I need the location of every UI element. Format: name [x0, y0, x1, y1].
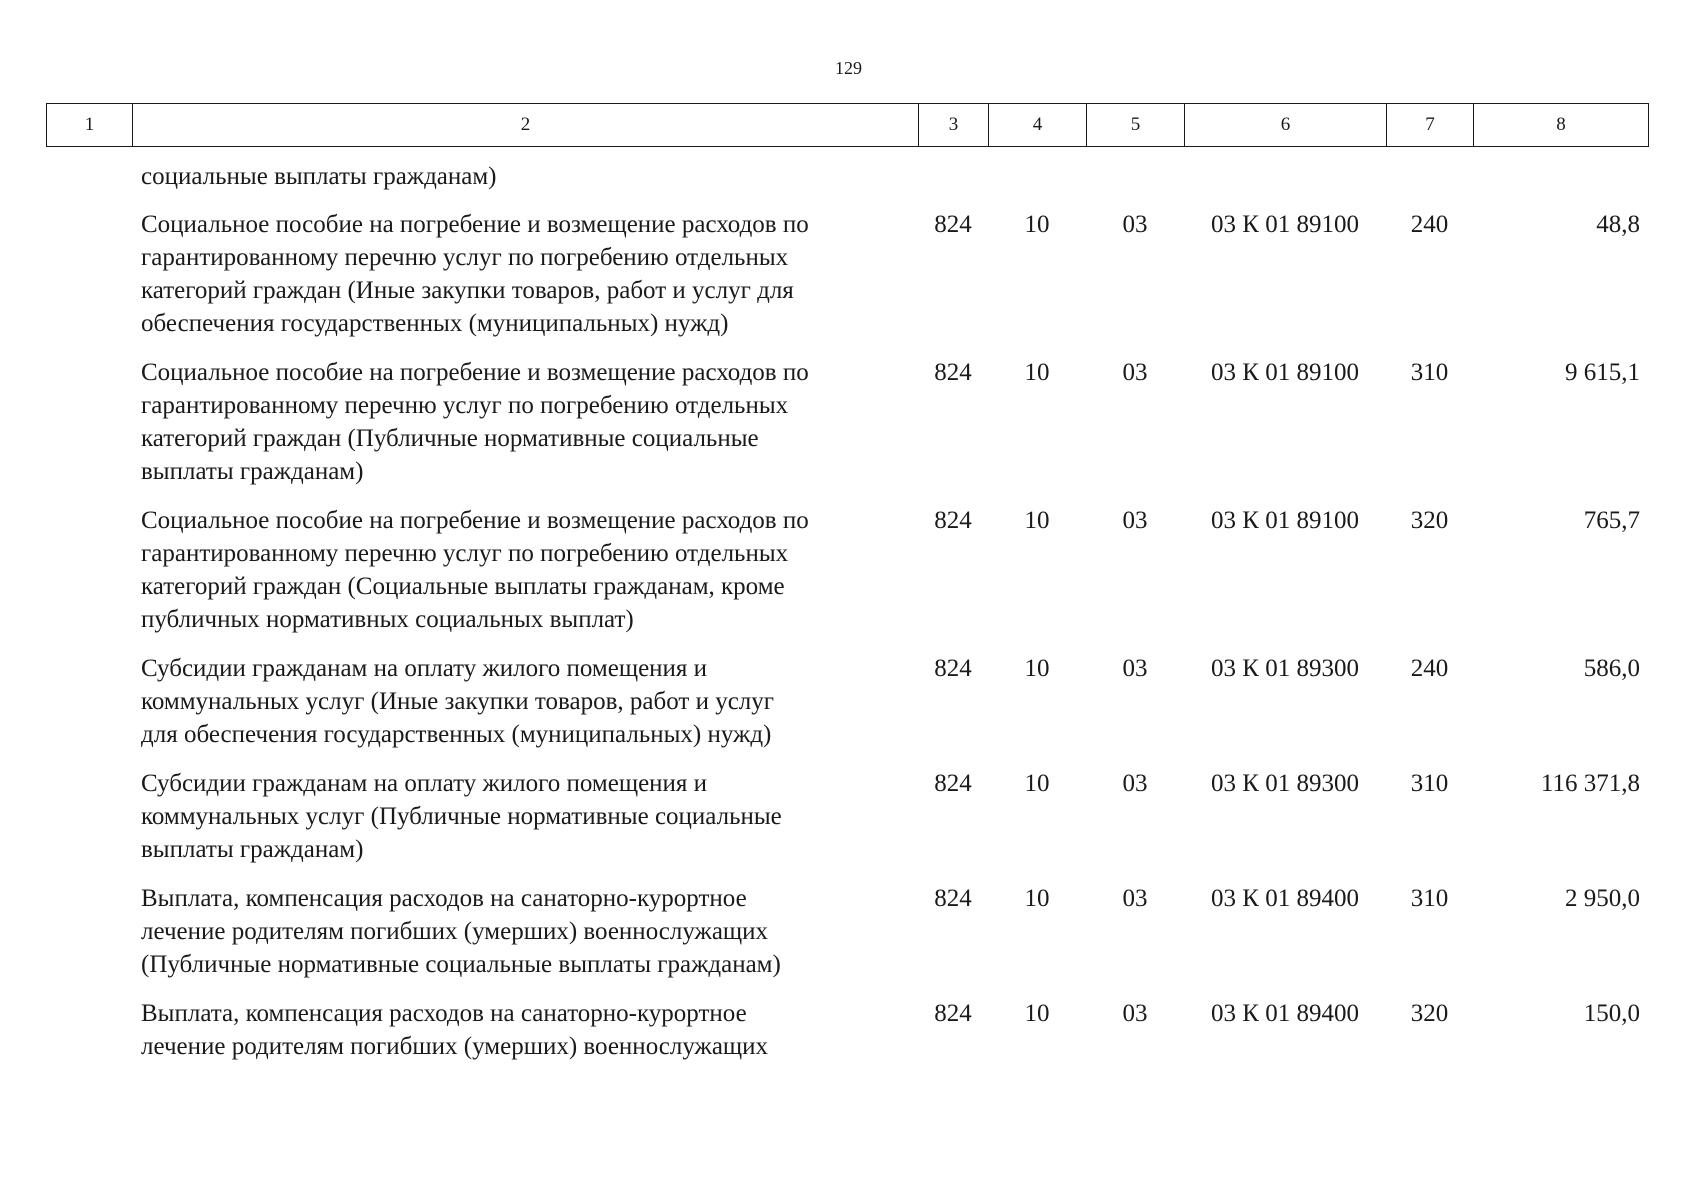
expense-type-code: 320	[1410, 1000, 1449, 1027]
description-line: категорий граждан (Иные закупки товаров, работ и услуг для	[141, 277, 794, 304]
description-line: (Публичные нормативные социальные выплаты гражданам)	[141, 951, 781, 978]
row-description	[132, 652, 918, 751]
expense-type-code: 310	[1410, 770, 1449, 797]
section-code: 10	[1024, 885, 1050, 912]
row-number-cell	[46, 504, 132, 636]
amount: 2 950,0	[1565, 885, 1640, 912]
ministry-code: 824	[934, 507, 972, 534]
header-cell-3: 3	[919, 104, 989, 147]
subsection-code: 03	[1122, 655, 1148, 682]
description-line: Социальное пособие на погребение и возмещение расходов по	[141, 211, 809, 238]
description-line: Социальное пособие на погребение и возмещение расходов по	[141, 359, 809, 386]
amount: 150,0	[1583, 1000, 1640, 1027]
row-description	[132, 504, 918, 636]
amount: 9 615,1	[1565, 359, 1640, 386]
section-code: 10	[1024, 507, 1050, 534]
amount: 48,8	[1596, 211, 1640, 238]
description-line: выплаты гражданам)	[141, 836, 364, 863]
target-article-code: 03 К 01 89300	[1211, 655, 1359, 682]
description-line: категорий граждан (Публичные нормативные социальные	[141, 425, 759, 452]
description-line: гарантированному перечню услуг по погребению отдельных	[141, 244, 789, 271]
ministry-code: 824	[934, 885, 972, 912]
ministry-code: 824	[934, 770, 972, 797]
column-header-table	[46, 103, 1649, 147]
table-row	[46, 652, 1648, 751]
description-line: Субсидии гражданам на оплату жилого помещения и	[141, 770, 708, 797]
expense-type-code: 240	[1410, 655, 1449, 682]
description-line: публичных нормативных социальных выплат)	[141, 606, 634, 633]
table-row	[46, 356, 1648, 488]
subsection-code: 03	[1122, 507, 1148, 534]
description-line: коммунальных услуг (Публичные нормативные социальные	[141, 803, 782, 830]
section-code: 10	[1024, 770, 1050, 797]
page-number: 129	[835, 58, 862, 78]
continuation-text: социальные выплаты гражданам)	[141, 163, 497, 190]
description-line: Субсидии гражданам на оплату жилого помещения и	[141, 655, 708, 682]
table-row	[46, 997, 1648, 1063]
description-line: обеспечения государственных (муниципальных) нужд)	[141, 310, 729, 337]
description-line: гарантированному перечню услуг по погребению отдельных	[141, 540, 789, 567]
header-cell-7: 7	[1387, 104, 1474, 147]
header-cell-6: 6	[1185, 104, 1387, 147]
subsection-code: 03	[1122, 885, 1148, 912]
section-code: 10	[1024, 655, 1050, 682]
expense-type-code: 310	[1410, 885, 1449, 912]
table-row	[46, 767, 1648, 866]
header-cell-5: 5	[1087, 104, 1185, 147]
target-article-code: 03 К 01 89100	[1211, 211, 1359, 238]
ministry-code: 824	[934, 359, 972, 386]
row-number-cell	[46, 882, 132, 981]
ministry-code: 824	[934, 655, 972, 682]
ministry-code: 824	[934, 211, 972, 238]
description-line: Выплата, компенсация расходов на санаторно-курортное	[141, 885, 747, 912]
subsection-code: 03	[1122, 359, 1148, 386]
description-line: гарантированному перечню услуг по погребению отдельных	[141, 392, 789, 419]
header-cell-2: 2	[133, 104, 919, 147]
description-line: для обеспечения государственных (муниципальных) нужд)	[141, 721, 772, 748]
amount: 586,0	[1583, 655, 1640, 682]
amount: 116 371,8	[1540, 770, 1640, 797]
row-number-cell	[46, 997, 132, 1063]
description-line: Социальное пособие на погребение и возмещение расходов по	[141, 507, 809, 534]
target-article-code: 03 К 01 89100	[1211, 507, 1359, 534]
row-number-cell	[46, 356, 132, 488]
row-description	[132, 997, 918, 1063]
expense-type-code: 310	[1410, 359, 1449, 386]
header-cell-4: 4	[989, 104, 1087, 147]
table-row	[46, 882, 1648, 981]
description-line: выплаты гражданам)	[141, 458, 364, 485]
subsection-code: 03	[1122, 1000, 1148, 1027]
description-line: категорий граждан (Социальные выплаты гражданам, кроме	[141, 573, 785, 600]
description-line: лечение родителям погибших (умерших) военнослужащих	[141, 1033, 769, 1060]
section-code: 10	[1024, 211, 1050, 238]
header-cell-8: 8	[1474, 104, 1649, 147]
subsection-code: 03	[1122, 770, 1148, 797]
row-number-cell	[46, 767, 132, 866]
row-description	[132, 356, 918, 488]
table-body	[46, 208, 1648, 1079]
ministry-code: 824	[934, 1000, 972, 1027]
subsection-code: 03	[1122, 211, 1148, 238]
row-number-cell	[46, 208, 132, 340]
row-description	[132, 767, 918, 866]
header-cell-1: 1	[47, 104, 133, 147]
target-article-code: 03 К 01 89300	[1211, 770, 1359, 797]
expense-type-code: 320	[1410, 507, 1449, 534]
description-line: коммунальных услуг (Иные закупки товаров, работ и услуг	[141, 688, 775, 715]
description-line: Выплата, компенсация расходов на санаторно-курортное	[141, 1000, 747, 1027]
target-article-code: 03 К 01 89400	[1211, 885, 1359, 912]
target-article-code: 03 К 01 89400	[1211, 1000, 1359, 1027]
row-description	[132, 882, 918, 981]
header-row	[47, 104, 1649, 147]
amount: 765,7	[1583, 507, 1640, 534]
table-row	[46, 504, 1648, 636]
row-number-cell	[46, 652, 132, 751]
section-code: 10	[1024, 359, 1050, 386]
section-code: 10	[1024, 1000, 1050, 1027]
description-line: лечение родителям погибших (умерших) военнослужащих	[141, 918, 769, 945]
expense-type-code: 240	[1410, 211, 1449, 238]
target-article-code: 03 К 01 89100	[1211, 359, 1359, 386]
row-description	[132, 208, 918, 340]
table-row	[46, 208, 1648, 340]
